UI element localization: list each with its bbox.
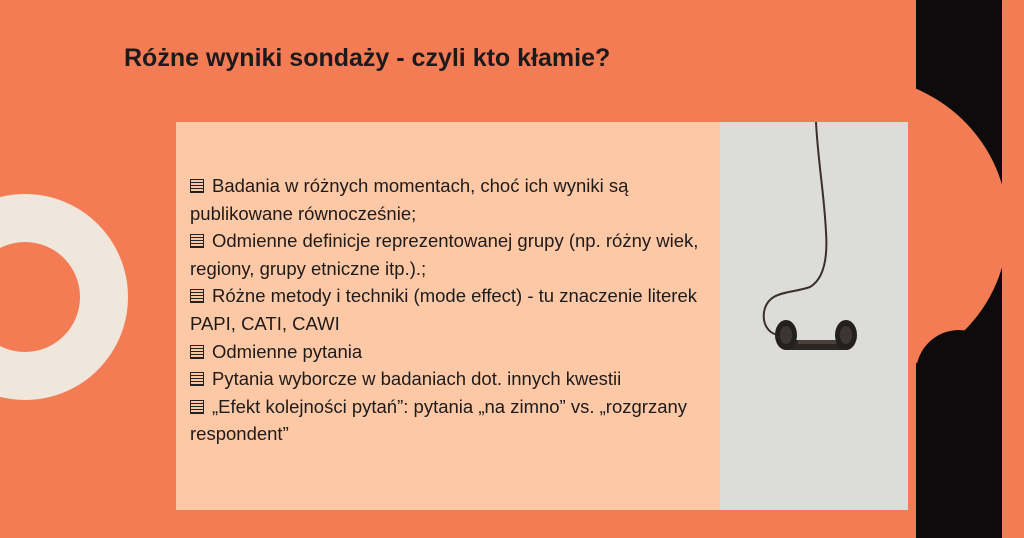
list-item [190,282,715,337]
list-item [190,338,715,366]
list-item [190,393,715,448]
hatched-square-bullet-icon [190,372,204,386]
list-item [190,365,715,393]
list-item [190,172,715,227]
telephone-handset-image [720,122,908,510]
hatched-square-bullet-icon [190,234,204,248]
hatched-square-bullet-icon [190,289,204,303]
decorative-black-pill-lower [916,330,1002,538]
bullet-text: Różne metody i techniki (mode effect) - tu znaczenie literek PAPI, CATI, CAWI [190,285,697,334]
bullet-text: Badania w różnych momentach, choć ich wyniki są publikowane równocześnie; [190,175,629,224]
decorative-ring [0,194,128,400]
hatched-square-bullet-icon [190,179,204,193]
hatched-square-bullet-icon [190,345,204,359]
bullet-text: Odmienne pytania [212,340,363,362]
telephone-handset [775,320,857,350]
slide-title: Różne wyniki sondaży - czyli kto kłamie? [124,44,611,72]
hatched-square-bullet-icon [190,400,204,414]
bullet-text: „Efekt kolejności pytań”: pytania „na zimno” vs. „rozgrzany respondent” [190,395,688,445]
bullet-list [190,172,715,448]
bullet-text: Pytania wyborcze w badaniach dot. innych kwestii [212,368,622,390]
list-item [190,227,715,282]
telephone-photo [720,122,908,510]
bullet-text: Odmienne definicje reprezentowanej grupy (np. różny wiek, regiony, grupy etniczne itp.).; [190,230,699,279]
